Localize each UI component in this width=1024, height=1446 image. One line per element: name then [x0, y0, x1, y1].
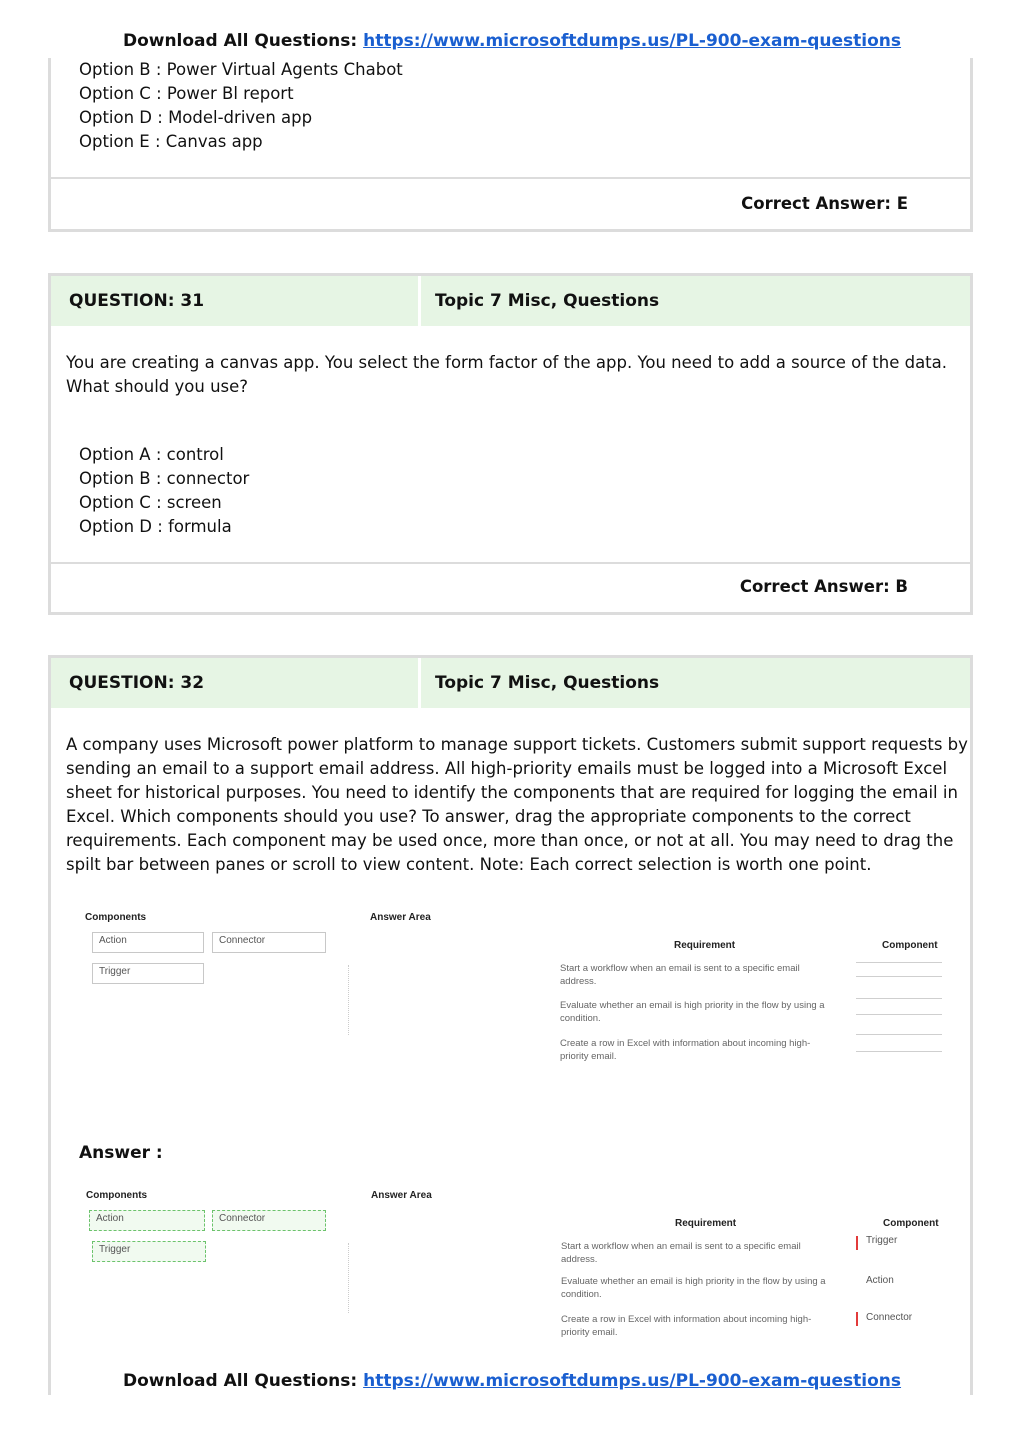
requirement-3: Create a row in Excel with information about incoming high-priority email.	[560, 1038, 811, 1062]
option-b: Option B : Power Virtual Agents Chabot	[79, 60, 403, 79]
question-text-line: Excel. Which components should you use? To answer, drag the appropriate components to the correct	[66, 807, 911, 826]
download-label: Download All Questions:	[122, 31, 358, 51]
download-bar-bottom	[0, 1371, 1024, 1391]
download-link[interactable]: https://www.microsoftdumps.us/PL-900-exam-questions	[363, 1371, 902, 1391]
question-text-line: What should you use?	[66, 377, 249, 396]
question-text-line: sending an email to a support email address. All high-priority emails must be logged into a Microsoft Excel	[66, 759, 948, 778]
answer-area-heading: Answer Area	[371, 1190, 432, 1201]
answer-slot-3[interactable]	[856, 1034, 942, 1035]
exhibit-answer-image	[80, 1188, 945, 1358]
question-text-line: requirements. Each component may be used once, more than once, or not at all. You may need to drag the	[66, 831, 954, 850]
option-c: Option C : Power Bl report	[79, 84, 294, 103]
question-text-line: You are creating a canvas app. You select the form factor of the app. You need to add a source of the data.	[66, 353, 948, 372]
question-card-30-tail	[48, 58, 973, 232]
answer-slot-2[interactable]	[856, 998, 942, 999]
correct-answer: Correct Answer: E	[741, 194, 908, 213]
question-text-line: A company uses Microsoft power platform to manage support tickets. Customers submit support requests by	[66, 735, 968, 754]
question-text-line: spilt bar between panes or scroll to view content. Note: Each correct selection is worth one point.	[66, 855, 872, 874]
question-topic: Topic 7 Misc, Questions	[435, 291, 660, 311]
requirement-1: Start a workflow when an email is sent to a specific email address.	[561, 1241, 801, 1265]
correct-answer: Correct Answer: B	[739, 577, 908, 596]
option-d: Option D : Model-driven app	[79, 108, 313, 127]
answer-slot-1[interactable]	[856, 962, 942, 963]
answer-label: Answer :	[79, 1143, 163, 1163]
requirement-heading: Requirement	[674, 940, 736, 951]
components-heading: Components	[85, 912, 147, 923]
download-label: Download All Questions:	[122, 1371, 358, 1391]
requirement-2: Evaluate whether an email is high priority in the flow by using a condition.	[561, 1276, 826, 1300]
option-e: Option E : Canvas app	[79, 132, 263, 151]
component-action: Action	[89, 1210, 205, 1231]
header-divider	[418, 658, 421, 708]
exhibit-question-image	[80, 910, 945, 1080]
component-connector[interactable]: Connector	[212, 932, 326, 953]
requirement-2: Evaluate whether an email is high priority in the flow by using a condition.	[560, 1000, 825, 1024]
option-b: Option B : connector	[79, 469, 250, 488]
question-text-line: sheet for historical purposes. You need to identify the components that are required for logging the email in	[66, 783, 958, 802]
answer-value-1: Trigger	[866, 1235, 898, 1246]
pane-splitter	[348, 1243, 351, 1313]
answer-slot-1-bottom	[856, 976, 942, 977]
question-card-31	[48, 273, 973, 615]
question-number: QUESTION: 31	[69, 291, 205, 311]
question-header	[51, 276, 970, 326]
component-heading: Component	[882, 940, 938, 951]
download-link[interactable]: https://www.microsoftdumps.us/PL-900-exam-questions	[363, 31, 902, 51]
answer-slot-2-bottom	[856, 1014, 942, 1015]
option-d: Option D : formula	[79, 517, 232, 536]
components-heading: Components	[86, 1190, 148, 1201]
component-trigger: Trigger	[92, 1241, 206, 1262]
answer-value-2: Action	[866, 1275, 894, 1286]
component-heading: Component	[883, 1218, 939, 1229]
option-c: Option C : screen	[79, 493, 222, 512]
header-divider	[418, 276, 421, 326]
option-a: Option A : control	[79, 445, 224, 464]
answer-slot-3-bottom	[856, 1051, 942, 1052]
question-topic: Topic 7 Misc, Questions	[435, 673, 660, 693]
requirement-heading: Requirement	[675, 1218, 737, 1229]
answer-marker-1	[856, 1236, 858, 1250]
pane-splitter[interactable]	[348, 965, 351, 1035]
question-number: QUESTION: 32	[69, 673, 205, 693]
component-action[interactable]: Action	[92, 932, 204, 953]
answer-separator	[51, 562, 970, 564]
answer-marker-3	[856, 1312, 858, 1326]
component-trigger[interactable]: Trigger	[92, 963, 204, 984]
question-header	[51, 658, 970, 708]
download-bar-top	[0, 31, 1024, 51]
answer-area-heading: Answer Area	[370, 912, 431, 923]
answer-value-3: Connector	[866, 1312, 913, 1323]
requirement-3: Create a row in Excel with information about incoming high-priority email.	[561, 1314, 812, 1338]
component-connector: Connector	[212, 1210, 326, 1231]
answer-separator	[51, 177, 970, 179]
requirement-1: Start a workflow when an email is sent to a specific email address.	[560, 963, 800, 987]
